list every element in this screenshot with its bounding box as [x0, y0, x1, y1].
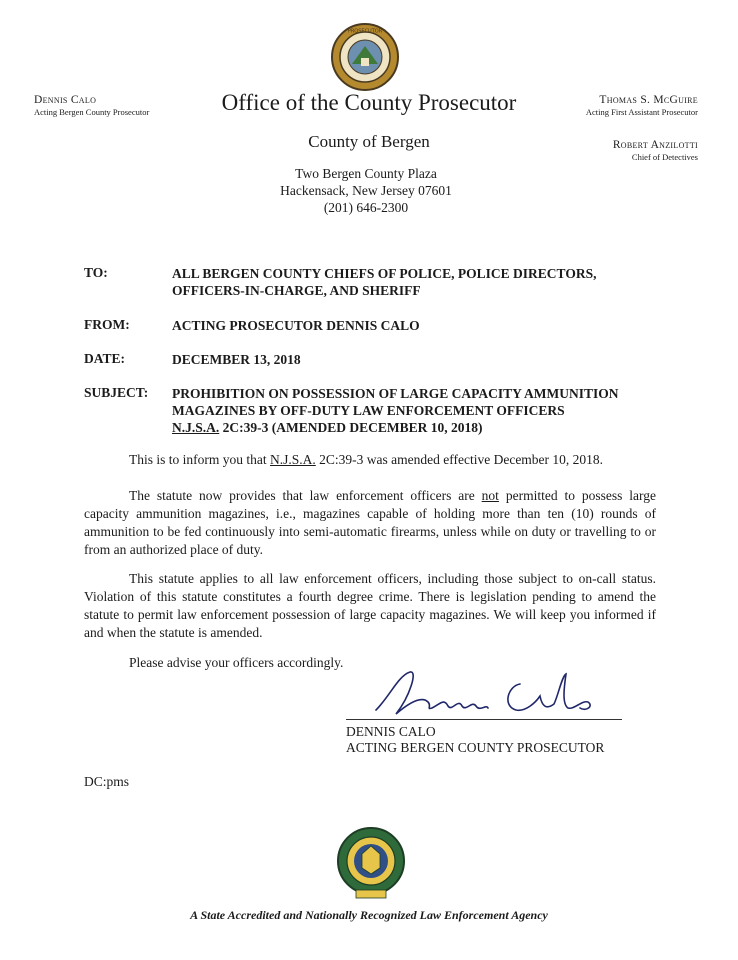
- first-assistant-title: Acting First Assistant Prosecutor: [585, 107, 698, 117]
- subject-value: [172, 385, 672, 436]
- subject-line-2: MAGAZINES BY OFF-DUTY LAW ENFORCEMENT OFFICERS: [172, 403, 565, 418]
- acting-prosecutor-title: Acting Bergen County Prosecutor: [34, 107, 150, 117]
- signer-name: DENNIS CALO: [346, 724, 436, 739]
- address-line-2: Hackensack, New Jersey 07601: [280, 183, 452, 198]
- from-label: FROM:: [84, 317, 130, 332]
- footer-tagline: A State Accredited and Nationally Recognized Law Enforcement Agency: [190, 908, 548, 922]
- date-label: DATE:: [84, 351, 126, 366]
- to-line-1: ALL BERGEN COUNTY CHIEFS OF POLICE, POLICE DIRECTORS,: [172, 266, 597, 281]
- paragraph-4: Please advise your officers accordingly.: [129, 655, 344, 670]
- p2-text-b: permitted to possess large capacity ammunition magazines, i.e., magazines capable of holding more than ten (10) rounds of ammunition to be fed continuously into semi-automatic firearms, unless while on duty or travelling to or from an authorized place of duty.: [84, 488, 656, 557]
- subject-line-1: PROHIBITION ON POSSESSION OF LARGE CAPACITY AMMUNITION: [172, 386, 619, 401]
- handwritten-signature: [370, 666, 600, 722]
- from-value: ACTING PROSECUTOR DENNIS CALO: [172, 318, 420, 333]
- paragraph-2: [84, 487, 656, 559]
- p1-text-a: This is to inform you that: [129, 452, 270, 467]
- typist-initials: DC:pms: [84, 774, 130, 789]
- p2-not-emphasis: not: [481, 488, 499, 503]
- address-phone: (201) 646-2300: [323, 200, 409, 215]
- signature-line: [346, 719, 622, 720]
- p2-text-a: The statute now provides that law enforcement officers are: [129, 488, 482, 503]
- to-recipients: [172, 265, 672, 299]
- prosecutor-seal-icon: [330, 22, 400, 92]
- signer-title: ACTING BERGEN COUNTY PROSECUTOR: [346, 740, 605, 755]
- date-value: DECEMBER 13, 2018: [172, 352, 301, 367]
- p1-text-b: 2C:39-3 was amended effective December 10, 2018.: [315, 452, 604, 467]
- chief-detectives-title: Chief of Detectives: [631, 152, 698, 162]
- county-name: County of Bergen: [308, 132, 430, 151]
- paragraph-1: [84, 451, 656, 469]
- to-line-2: OFFICERS-IN-CHARGE, AND SHERIFF: [172, 283, 421, 298]
- first-assistant-block: [586, 94, 698, 117]
- subject-label: SUBJECT:: [84, 385, 149, 400]
- address-line-1: Two Bergen County Plaza: [295, 166, 437, 181]
- office-address: [0, 165, 738, 216]
- office-title: Office of the County Prosecutor: [221, 90, 517, 115]
- p1-statute-abbr: N.J.S.A.: [270, 452, 316, 467]
- chief-detectives-name: Robert Anzilotti: [612, 139, 698, 151]
- subject-line-3: [172, 419, 672, 436]
- chiefs-of-police-seal-icon: [336, 826, 406, 900]
- first-assistant-name: Thomas S. McGuire: [599, 94, 698, 106]
- signature-block: [346, 724, 604, 756]
- acting-prosecutor-name: Dennis Calo: [34, 94, 97, 106]
- chief-detectives-block: [613, 139, 698, 162]
- to-label: TO:: [84, 265, 108, 280]
- subject-statute-abbr: N.J.S.A.: [172, 420, 220, 435]
- paragraph-3: This statute applies to all law enforcement officers, including those subject to on-call status. Violation of this statute constitutes a fourth degree crime. There is legislation pending to amend the statute to permit law enforcement possession of large capacity magazines. We will keep you informed if and when the statute is amended.: [84, 571, 656, 640]
- svg-text:PROSECUTOR: PROSECUTOR: [347, 28, 383, 35]
- subject-statute-rest: 2C:39-3 (AMENDED DECEMBER 10, 2018): [219, 420, 483, 435]
